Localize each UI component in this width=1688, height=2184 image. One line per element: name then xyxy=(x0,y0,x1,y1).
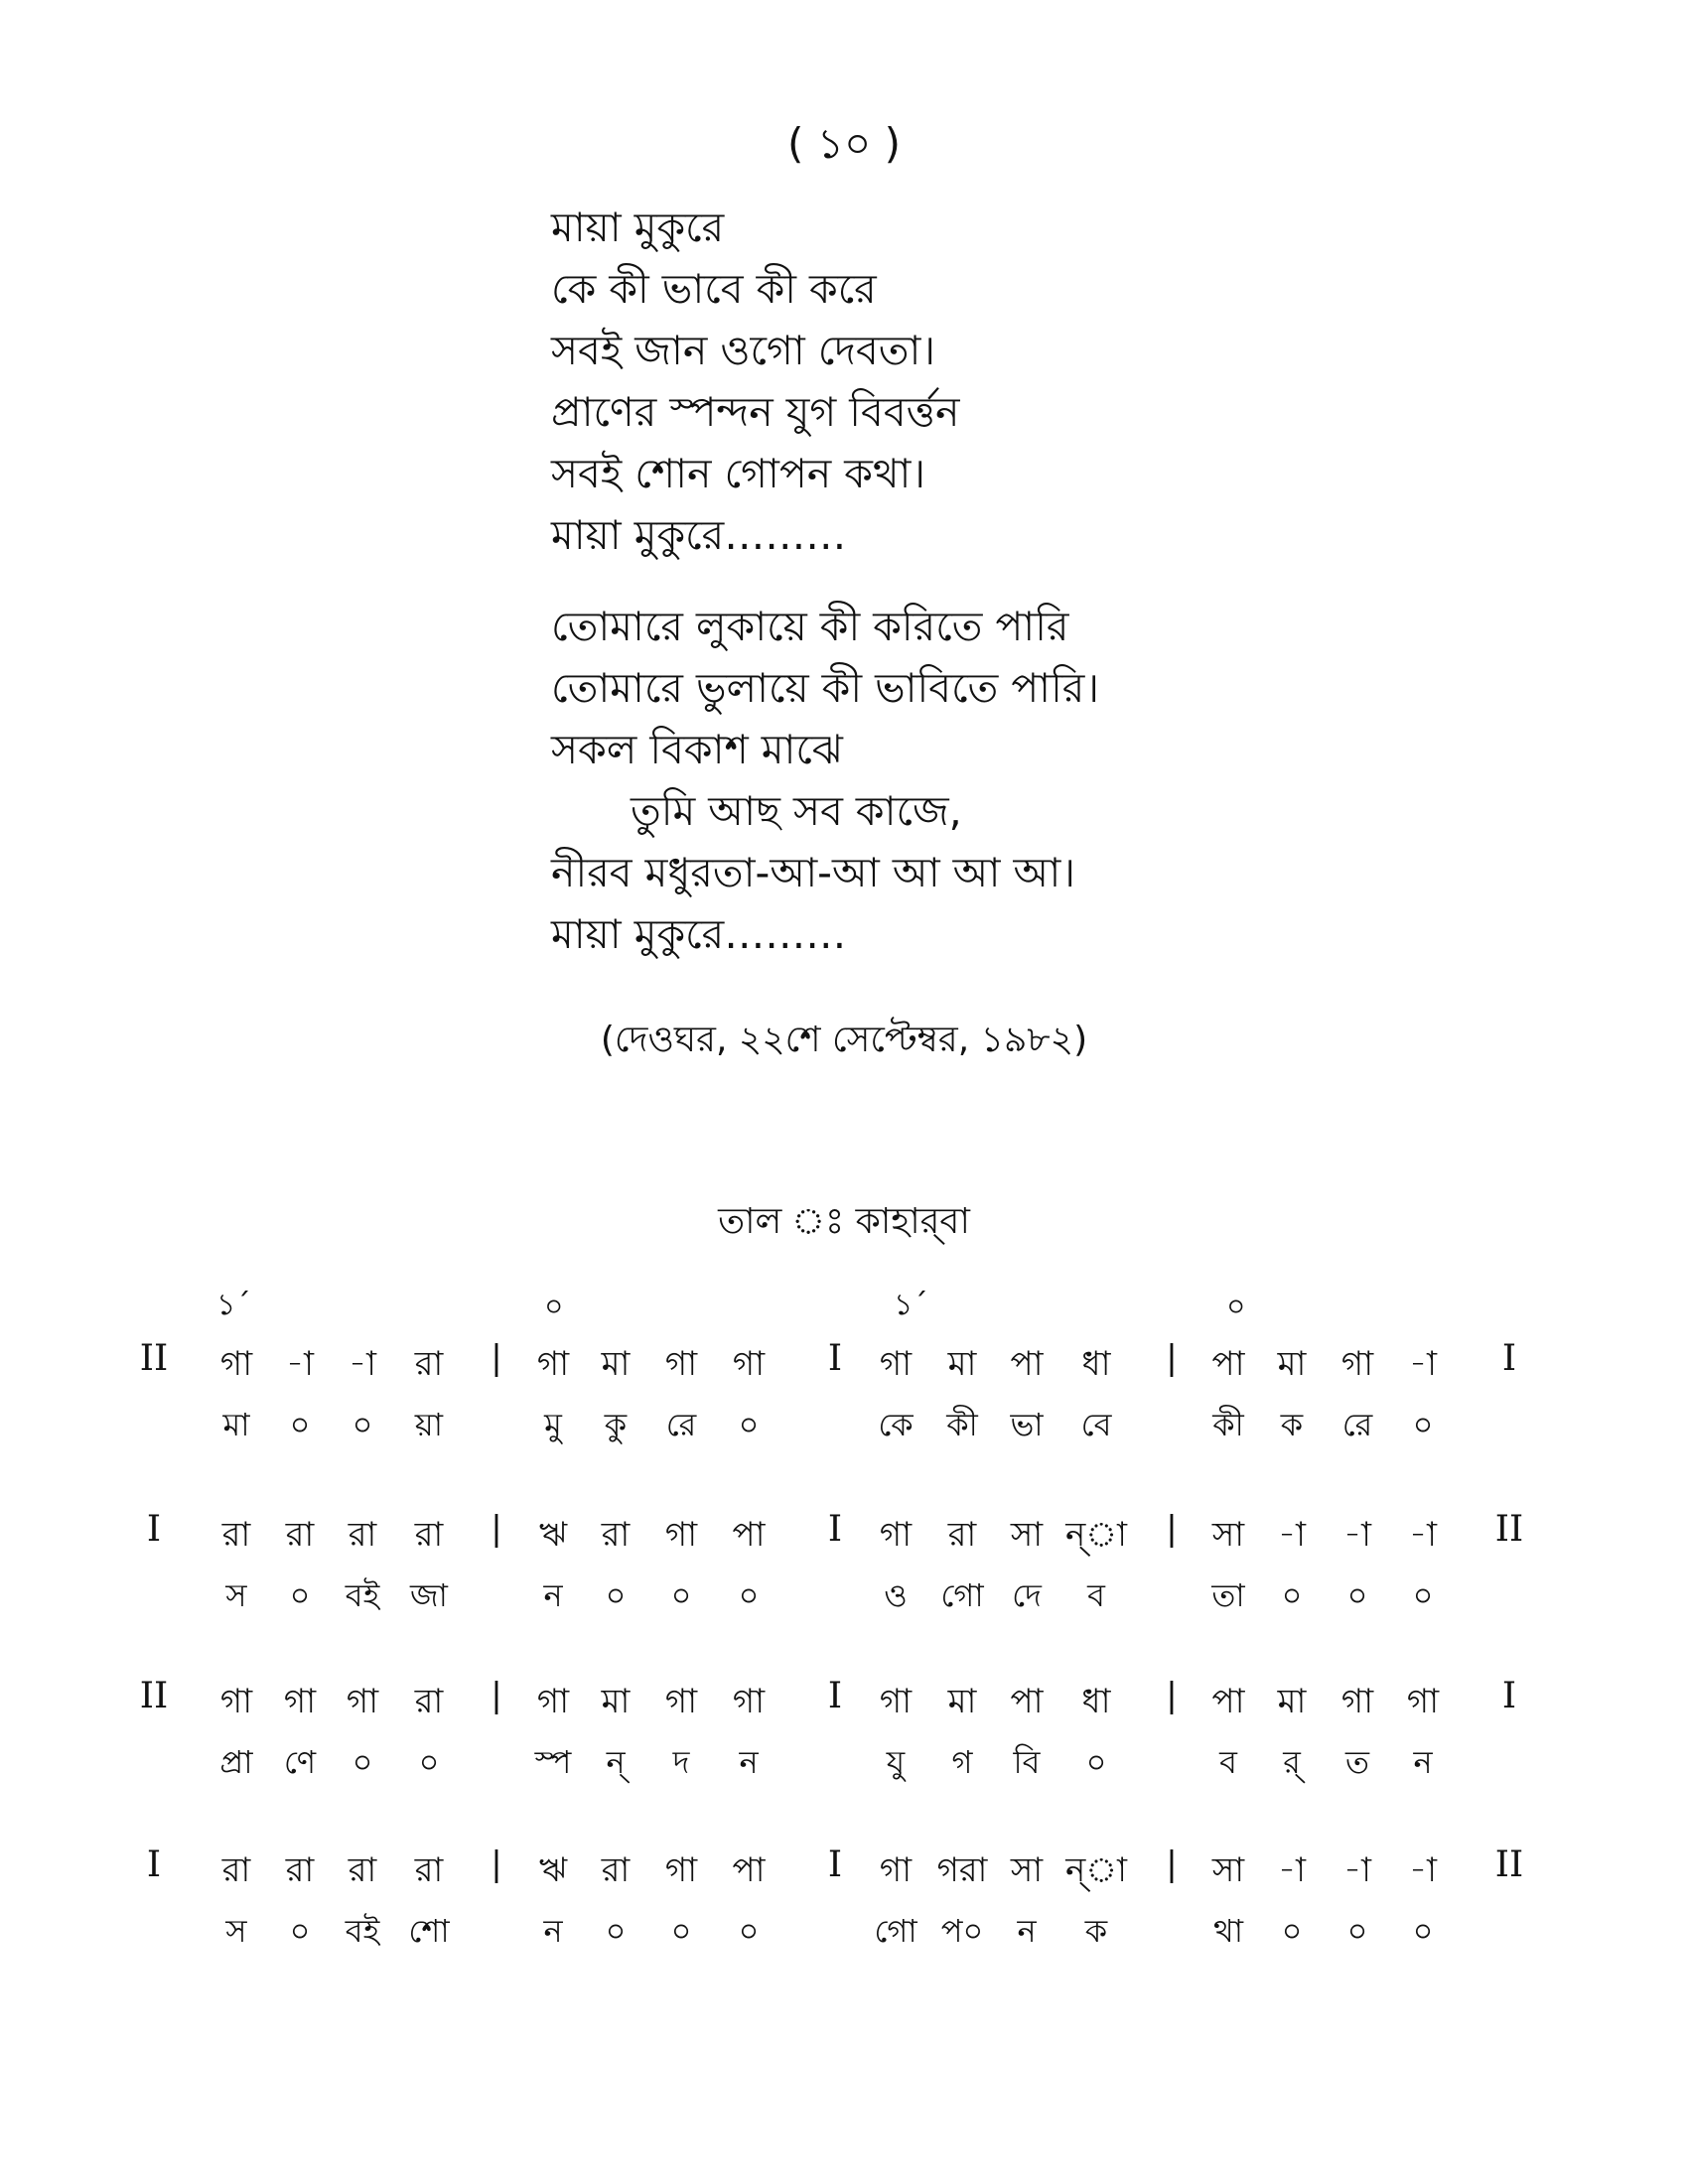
lyric-syllable: শো xyxy=(408,1912,450,1950)
lyric-syllable: রে xyxy=(665,1406,697,1443)
lyric-syllable: র্‌ xyxy=(1283,1743,1301,1781)
swara-note: গা xyxy=(219,1344,253,1384)
swara-note: রা xyxy=(414,1850,444,1890)
lyric-line: তোমারে লুকায়ে কী করিতে পারি xyxy=(551,603,1069,650)
lyric-syllable: ০ xyxy=(670,1576,692,1614)
lyric-syllable: ক xyxy=(1280,1406,1304,1443)
swara-note: গা xyxy=(664,1344,698,1384)
swara-note: -া xyxy=(1278,1515,1306,1555)
swara-note: রা xyxy=(285,1850,315,1890)
lyric-syllable: ও xyxy=(884,1576,908,1614)
lyric-syllable: ০ xyxy=(352,1406,373,1443)
swara-note: রা xyxy=(601,1850,631,1890)
lyric-syllable: ০ xyxy=(352,1743,373,1781)
lyric-syllable: কী xyxy=(1212,1406,1244,1443)
beat-marker-khali: ০ xyxy=(544,1290,564,1324)
lyric-syllable: ০ xyxy=(1085,1743,1107,1781)
swara-note: -া xyxy=(1278,1850,1306,1890)
lyric-syllable: কী xyxy=(946,1406,978,1443)
swara-note: গা xyxy=(283,1682,317,1721)
lyrics-stanza-2 xyxy=(551,596,1099,965)
lyric-syllable: ০ xyxy=(418,1743,440,1781)
lyric-syllable: ব xyxy=(1087,1576,1105,1614)
swara-note: সা xyxy=(1010,1850,1044,1890)
lyric-syllable: মা xyxy=(222,1406,250,1443)
section-marker: I xyxy=(827,1509,843,1550)
lyric-syllable: ০ xyxy=(670,1912,692,1950)
page-number: ( ১০ ) xyxy=(786,119,902,168)
swara-note: ন্‌া xyxy=(1065,1515,1127,1555)
lyric-syllable: ০ xyxy=(289,1576,311,1614)
swara-note: মা xyxy=(601,1682,631,1721)
beat-divider: | xyxy=(491,1509,502,1549)
lyric-line: সবই জান ওগো দেবতা। xyxy=(551,327,936,374)
lyric-syllable: দ xyxy=(672,1743,690,1781)
lyric-syllable: ০ xyxy=(738,1576,760,1614)
swara-note: গা xyxy=(536,1682,570,1721)
lyric-syllable: য়া xyxy=(414,1406,444,1443)
lyric-syllable: ০ xyxy=(1412,1912,1434,1950)
lyric-line: মায়া মুকুরে……… xyxy=(551,910,847,958)
lyric-syllable: কু xyxy=(604,1406,628,1443)
lyric-syllable: বে xyxy=(1080,1406,1112,1443)
swara-note: পা xyxy=(1010,1682,1044,1721)
lyric-line: প্রাণের স্পন্দন যুগ বিবর্ত্তন xyxy=(551,388,960,436)
lyric-syllable: ভা xyxy=(1010,1406,1044,1443)
swara-note: সা xyxy=(1211,1515,1245,1555)
swara-note: রা xyxy=(221,1515,251,1555)
swara-note: রা xyxy=(414,1682,444,1721)
swara-note: রা xyxy=(348,1515,377,1555)
lyric-syllable: ০ xyxy=(738,1912,760,1950)
lyric-line: তোমারে ভুলায়ে কী ভাবিতে পারি। xyxy=(551,664,1100,712)
section-marker: I xyxy=(827,1676,843,1716)
swara-note: গা xyxy=(879,1682,913,1721)
swara-note: -া xyxy=(1409,1344,1437,1384)
swara-note: গা xyxy=(879,1850,913,1890)
lyric-line: মায়া মুকুরে xyxy=(551,204,725,251)
swara-note: -া xyxy=(1409,1850,1437,1890)
swara-note: পা xyxy=(1010,1344,1044,1384)
lyric-syllable: জা xyxy=(410,1576,448,1614)
lyric-syllable: থা xyxy=(1212,1912,1244,1950)
section-marker: I xyxy=(1501,1676,1517,1716)
lyric-syllable: ত xyxy=(1344,1743,1370,1781)
lyric-syllable: ০ xyxy=(1412,1406,1434,1443)
lyric-syllable: ০ xyxy=(1281,1912,1303,1950)
swara-note: রা xyxy=(947,1515,977,1555)
beat-divider: | xyxy=(1166,1844,1178,1884)
swara-note: গা xyxy=(879,1515,913,1555)
lyric-syllable: ন xyxy=(1413,1743,1433,1781)
lyric-syllable: ০ xyxy=(605,1912,627,1950)
lyric-syllable: বই xyxy=(345,1912,380,1950)
beat-divider: | xyxy=(491,1338,502,1378)
swara-note: গা xyxy=(346,1682,379,1721)
swara-note: ধা xyxy=(1081,1344,1111,1384)
lyric-line: নীরব মধুরতা-আ-আ আ আ আ। xyxy=(551,849,1076,896)
lyric-syllable: তা xyxy=(1211,1576,1245,1614)
section-marker: I xyxy=(146,1844,162,1885)
lyric-syllable: বি xyxy=(1013,1743,1041,1781)
lyric-syllable: ০ xyxy=(289,1912,311,1950)
lyric-syllable: স xyxy=(225,1576,247,1614)
lyric-line: তুমি আছ সব কাজে, xyxy=(631,787,962,835)
swara-note: গা xyxy=(219,1682,253,1721)
lyric-syllable: ০ xyxy=(289,1406,311,1443)
lyric-syllable: ০ xyxy=(738,1406,760,1443)
lyric-syllable: গ xyxy=(951,1743,973,1781)
lyric-syllable: ণে xyxy=(283,1743,317,1781)
lyric-syllable: ন xyxy=(1017,1912,1037,1950)
lyric-syllable: ন্‌ xyxy=(606,1743,626,1781)
section-marker: II xyxy=(1494,1844,1524,1885)
section-marker: I xyxy=(1501,1338,1517,1379)
lyric-syllable: মু xyxy=(544,1406,562,1443)
swara-note: রা xyxy=(414,1515,444,1555)
swara-note: রা xyxy=(221,1850,251,1890)
swara-note: পা xyxy=(1211,1682,1245,1721)
swara-note: পা xyxy=(732,1515,766,1555)
swara-note: গা xyxy=(664,1515,698,1555)
swara-note: গা xyxy=(879,1344,913,1384)
lyric-syllable: ০ xyxy=(1346,1912,1368,1950)
lyric-syllable: ন xyxy=(739,1743,759,1781)
lyric-syllable: ক xyxy=(1084,1912,1108,1950)
swara-note: রা xyxy=(601,1515,631,1555)
swara-note: -া xyxy=(349,1344,376,1384)
lyric-syllable: স্প xyxy=(534,1743,572,1781)
swara-note: ধা xyxy=(1081,1682,1111,1721)
lyric-line: সবই শোন গোপন কথা। xyxy=(551,450,926,497)
section-marker: II xyxy=(1494,1509,1524,1550)
swara-note: গা xyxy=(664,1682,698,1721)
swara-note: গা xyxy=(536,1344,570,1384)
swara-note: গা xyxy=(732,1682,766,1721)
beat-divider: | xyxy=(1166,1676,1178,1715)
section-marker: II xyxy=(139,1676,169,1716)
lyric-line: সকল বিকাশ মাঝে xyxy=(551,726,843,773)
lyric-syllable: প্রা xyxy=(219,1743,253,1781)
swara-note: গা xyxy=(664,1850,698,1890)
swara-note: -া xyxy=(1343,1515,1371,1555)
swara-note: ঋ xyxy=(538,1515,568,1555)
beat-divider: | xyxy=(1166,1509,1178,1549)
beat-divider: | xyxy=(491,1844,502,1884)
swara-note: মা xyxy=(1277,1682,1307,1721)
swara-note: গা xyxy=(732,1344,766,1384)
lyrics-stanza-1 xyxy=(551,197,959,566)
swara-note: -া xyxy=(1409,1515,1437,1555)
lyric-syllable: ০ xyxy=(1346,1576,1368,1614)
section-marker: II xyxy=(139,1338,169,1379)
lyric-syllable: ন xyxy=(543,1912,563,1950)
swara-note: গা xyxy=(1340,1682,1374,1721)
lyric-line: কে কী ভাবে কী করে xyxy=(551,265,877,313)
lyric-line: মায়া মুকুরে……… xyxy=(551,511,847,559)
section-marker: I xyxy=(827,1844,843,1885)
taal-heading: তাল ঃ কাহার্‌বা xyxy=(718,1201,970,1242)
beat-divider: | xyxy=(1166,1338,1178,1378)
swara-note: রা xyxy=(285,1515,315,1555)
swara-note: ন্‌া xyxy=(1065,1850,1127,1890)
swara-note: -া xyxy=(286,1344,314,1384)
swara-note: পা xyxy=(1211,1344,1245,1384)
lyric-syllable: যু xyxy=(886,1743,906,1781)
lyric-syllable: বই xyxy=(345,1576,380,1614)
swara-note: পা xyxy=(732,1850,766,1890)
lyric-syllable: গো xyxy=(874,1912,917,1950)
swara-note: রা xyxy=(414,1344,444,1384)
swara-note: মা xyxy=(947,1682,977,1721)
section-marker: I xyxy=(146,1509,162,1550)
lyric-syllable: রে xyxy=(1341,1406,1373,1443)
swara-note: গরা xyxy=(936,1850,988,1890)
beat-divider: | xyxy=(491,1676,502,1715)
swara-note: ঋ xyxy=(538,1850,568,1890)
lyric-syllable: ন xyxy=(543,1576,563,1614)
lyric-syllable: ০ xyxy=(1281,1576,1303,1614)
beat-marker-khali: ০ xyxy=(1226,1290,1246,1324)
beat-marker-sam: ১´ xyxy=(894,1288,928,1322)
beat-marker-sam: ১´ xyxy=(216,1288,251,1322)
swara-note: মা xyxy=(1277,1344,1307,1384)
lyric-syllable: গো xyxy=(940,1576,984,1614)
section-marker: I xyxy=(827,1338,843,1379)
swara-note: মা xyxy=(947,1344,977,1384)
lyric-syllable: ব xyxy=(1219,1743,1237,1781)
lyric-syllable: ০ xyxy=(605,1576,627,1614)
lyric-syllable: প০ xyxy=(940,1912,984,1950)
swara-note: গা xyxy=(1406,1682,1440,1721)
swara-note: -া xyxy=(1343,1850,1371,1890)
swara-note: সা xyxy=(1010,1515,1044,1555)
swara-note: মা xyxy=(601,1344,631,1384)
lyric-syllable: কে xyxy=(878,1406,914,1443)
composition-dateline: (দেওঘর, ২২শে সেপ্টেম্বর, ১৯৮২) xyxy=(600,1020,1088,1060)
swara-note: গা xyxy=(1340,1344,1374,1384)
lyric-syllable: ০ xyxy=(1412,1576,1434,1614)
lyric-syllable: দে xyxy=(1012,1576,1042,1614)
lyric-syllable: স xyxy=(225,1912,247,1950)
swara-note: সা xyxy=(1211,1850,1245,1890)
swara-note: রা xyxy=(348,1850,377,1890)
